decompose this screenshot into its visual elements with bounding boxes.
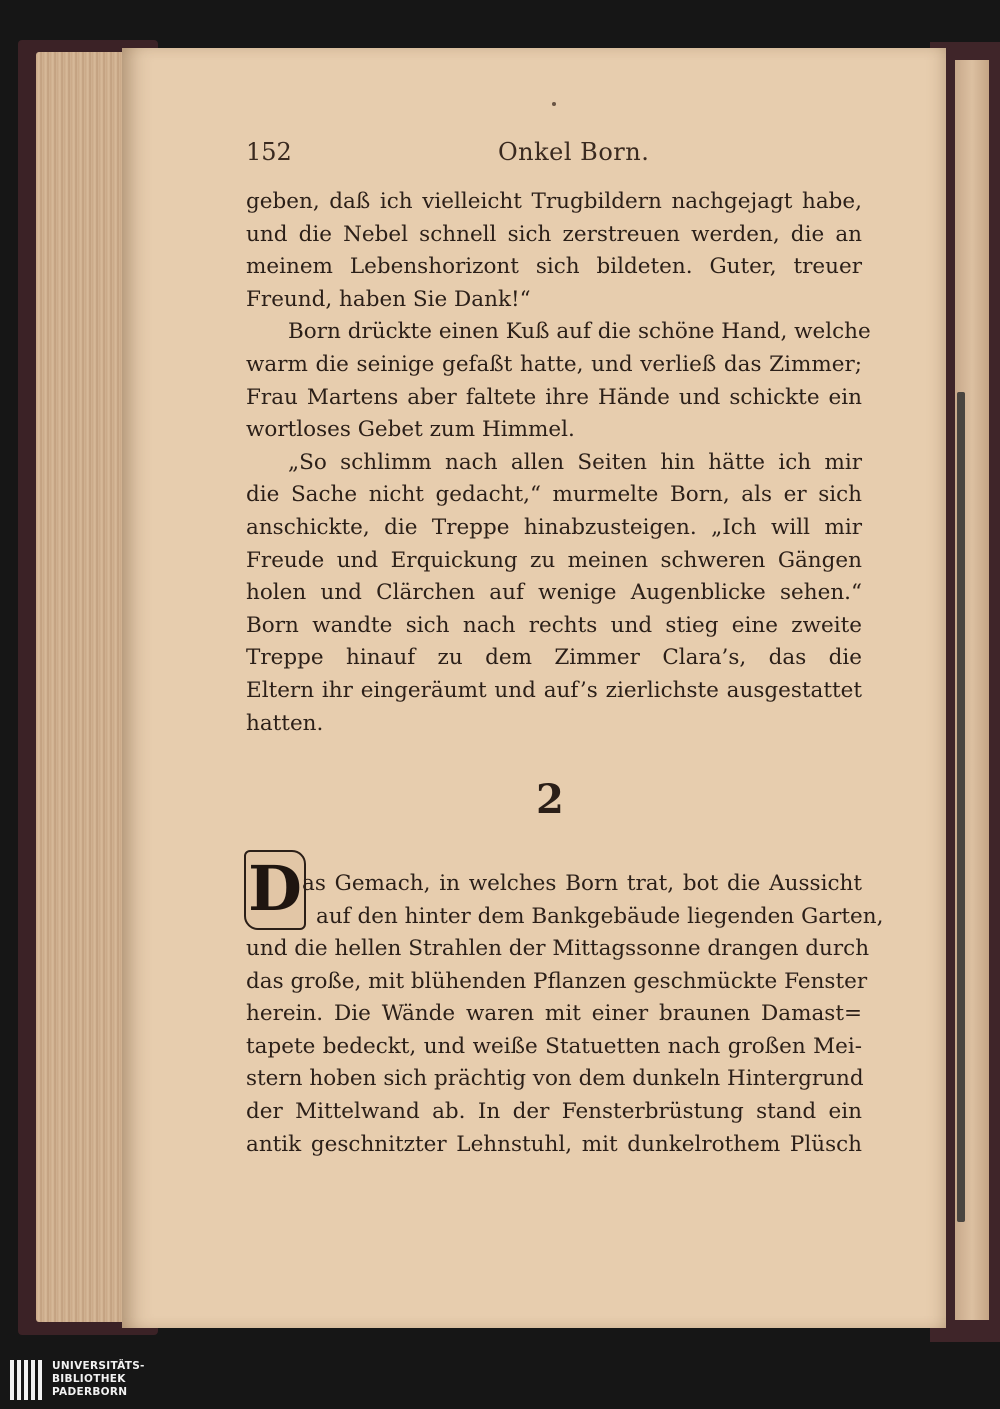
text-line: Treppe hinauf zu dem Zimmer Clara’s, das die	[246, 645, 862, 671]
text-line: Freude und Erquickung zu meinen schweren Gängen	[246, 547, 862, 573]
text-line: meinem Lebenshorizont sich bildeten. Guter, treuer	[246, 254, 862, 280]
library-logo-text	[52, 1360, 145, 1399]
library-logo-icon	[10, 1360, 44, 1400]
bookmark-band	[957, 392, 965, 1222]
page-block-edges	[36, 52, 136, 1322]
text-line: und die hellen Strahlen der Mittagssonne drangen durch	[246, 936, 870, 961]
logo-line: PADERBORN	[52, 1386, 128, 1398]
text-line: herein. Die Wände waren mit einer braunen Damast=	[246, 1001, 862, 1027]
text-line: und die Nebel schnell sich zerstreuen werden, die an	[246, 221, 862, 247]
text-line: das große, mit blühenden Pflanzen geschmückte Fenster	[246, 968, 868, 994]
decorated-initial: D	[244, 850, 306, 930]
paragraph-block-b-opening	[302, 868, 884, 933]
text-line: warm die seinige gefaßt hatte, und verließ das Zimmer;	[246, 351, 862, 377]
text-line: auf den hinter dem Bankgebäude liegenden Garten,	[316, 903, 884, 929]
text-line: geben, daß ich vielleicht Trugbildern nachgejagt habe,	[246, 189, 862, 214]
page-header	[246, 136, 866, 172]
text-line: antik geschnitzter Lehnstuhl, mit dunkelrothem Plüsch	[246, 1131, 862, 1157]
text-line: anschickte, die Treppe hinabzusteigen. „Ich will mir	[246, 514, 862, 540]
text-line: die Sache nicht gedacht,“ murmelte Born, als er sich	[246, 482, 862, 508]
library-logo	[10, 1358, 210, 1404]
paragraph-block-a	[246, 186, 871, 740]
text-line: Frau Martens aber faltete ihre Hände und schickte ein	[246, 384, 862, 410]
text-line: as Gemach, in welches Born trat, bot die Aussicht	[302, 871, 862, 896]
logo-line: UNIVERSITÄTS-	[52, 1360, 145, 1372]
running-head: Onkel Born.	[498, 138, 650, 166]
text-line: hatten.	[246, 710, 324, 736]
logo-line: BIBLIOTHEK	[52, 1373, 126, 1385]
text-line: Eltern ihr eingeräumt und auf’s zierlichste ausgestattet	[246, 677, 862, 703]
text-line: Freund, haben Sie Dank!“	[246, 286, 531, 312]
text-line: der Mittelwand ab. In der Fensterbrüstung stand ein	[246, 1098, 862, 1124]
text-line: Born wandte sich nach rechts und stieg eine zweite	[246, 612, 862, 638]
text-line: stern hoben sich prächtig von dem dunkeln Hintergrund	[246, 1066, 864, 1092]
text-line: tapete bedeckt, und weiße Statuetten nach großen Mei-	[246, 1033, 862, 1059]
text-line: Born drückte einen Kuß auf die schöne Hand, welche	[288, 319, 871, 345]
text-line: holen und Clärchen auf wenige Augenblicke sehen.“	[246, 580, 862, 606]
text-line: wortloses Gebet zum Himmel.	[246, 417, 575, 443]
page-number: 152	[246, 138, 292, 166]
paragraph-block-b	[246, 933, 870, 1161]
section-number: 2	[536, 776, 564, 823]
paper-speck	[552, 102, 556, 106]
text-line: „So schlimm nach allen Seiten hin hätte ich mir	[288, 449, 862, 475]
